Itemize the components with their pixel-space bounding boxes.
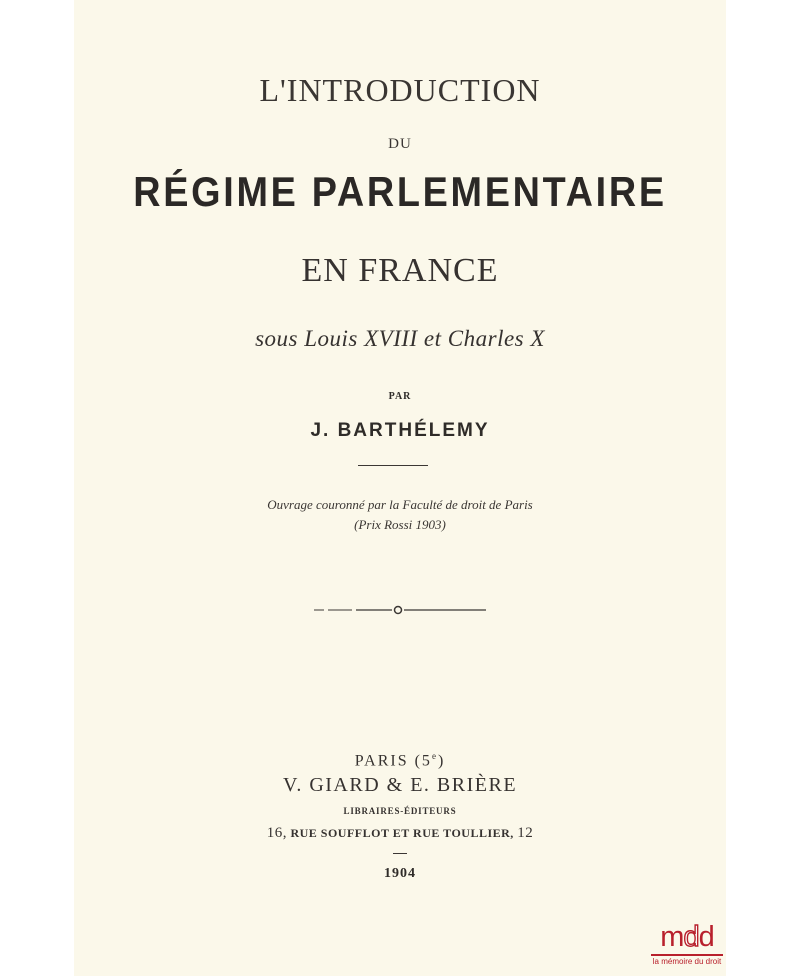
publisher-name: V. GIARD & E. BRIÈRE <box>282 774 518 796</box>
publisher-role: LIBRAIRES-ÉDITEURS <box>343 806 457 816</box>
logo-tagline: la mémoire du droit <box>652 957 722 966</box>
title-line-regime: RÉGIME PARLEMENTAIRE <box>133 168 667 215</box>
mdd-logo <box>644 922 730 972</box>
title-line-france: EN FRANCE <box>301 252 499 289</box>
ornament-divider <box>310 601 490 619</box>
prize-line: (Prix Rossi 1903) <box>354 517 446 532</box>
subtitle: sous Louis XVIII et Charles X <box>255 326 545 351</box>
author-name: J. BARTHÉLEMY <box>310 420 490 441</box>
by-label: PAR <box>388 391 412 402</box>
title-line-du: DU <box>388 136 412 152</box>
logo-underline <box>651 954 723 956</box>
publication-year: 1904 <box>384 866 416 881</box>
small-rule <box>393 853 407 854</box>
divider-rule <box>358 465 428 466</box>
mdd-logo-mark: mdd <box>660 921 714 953</box>
publisher-address: 16, RUE SOUFFLOT ET RUE TOULLIER, 12 <box>266 825 534 841</box>
title-line-introduction: L'INTRODUCTION <box>259 72 541 108</box>
award-line: Ouvrage couronné par la Faculté de droit de Paris <box>267 497 533 512</box>
imprint-city: PARIS (5e) <box>354 751 446 770</box>
